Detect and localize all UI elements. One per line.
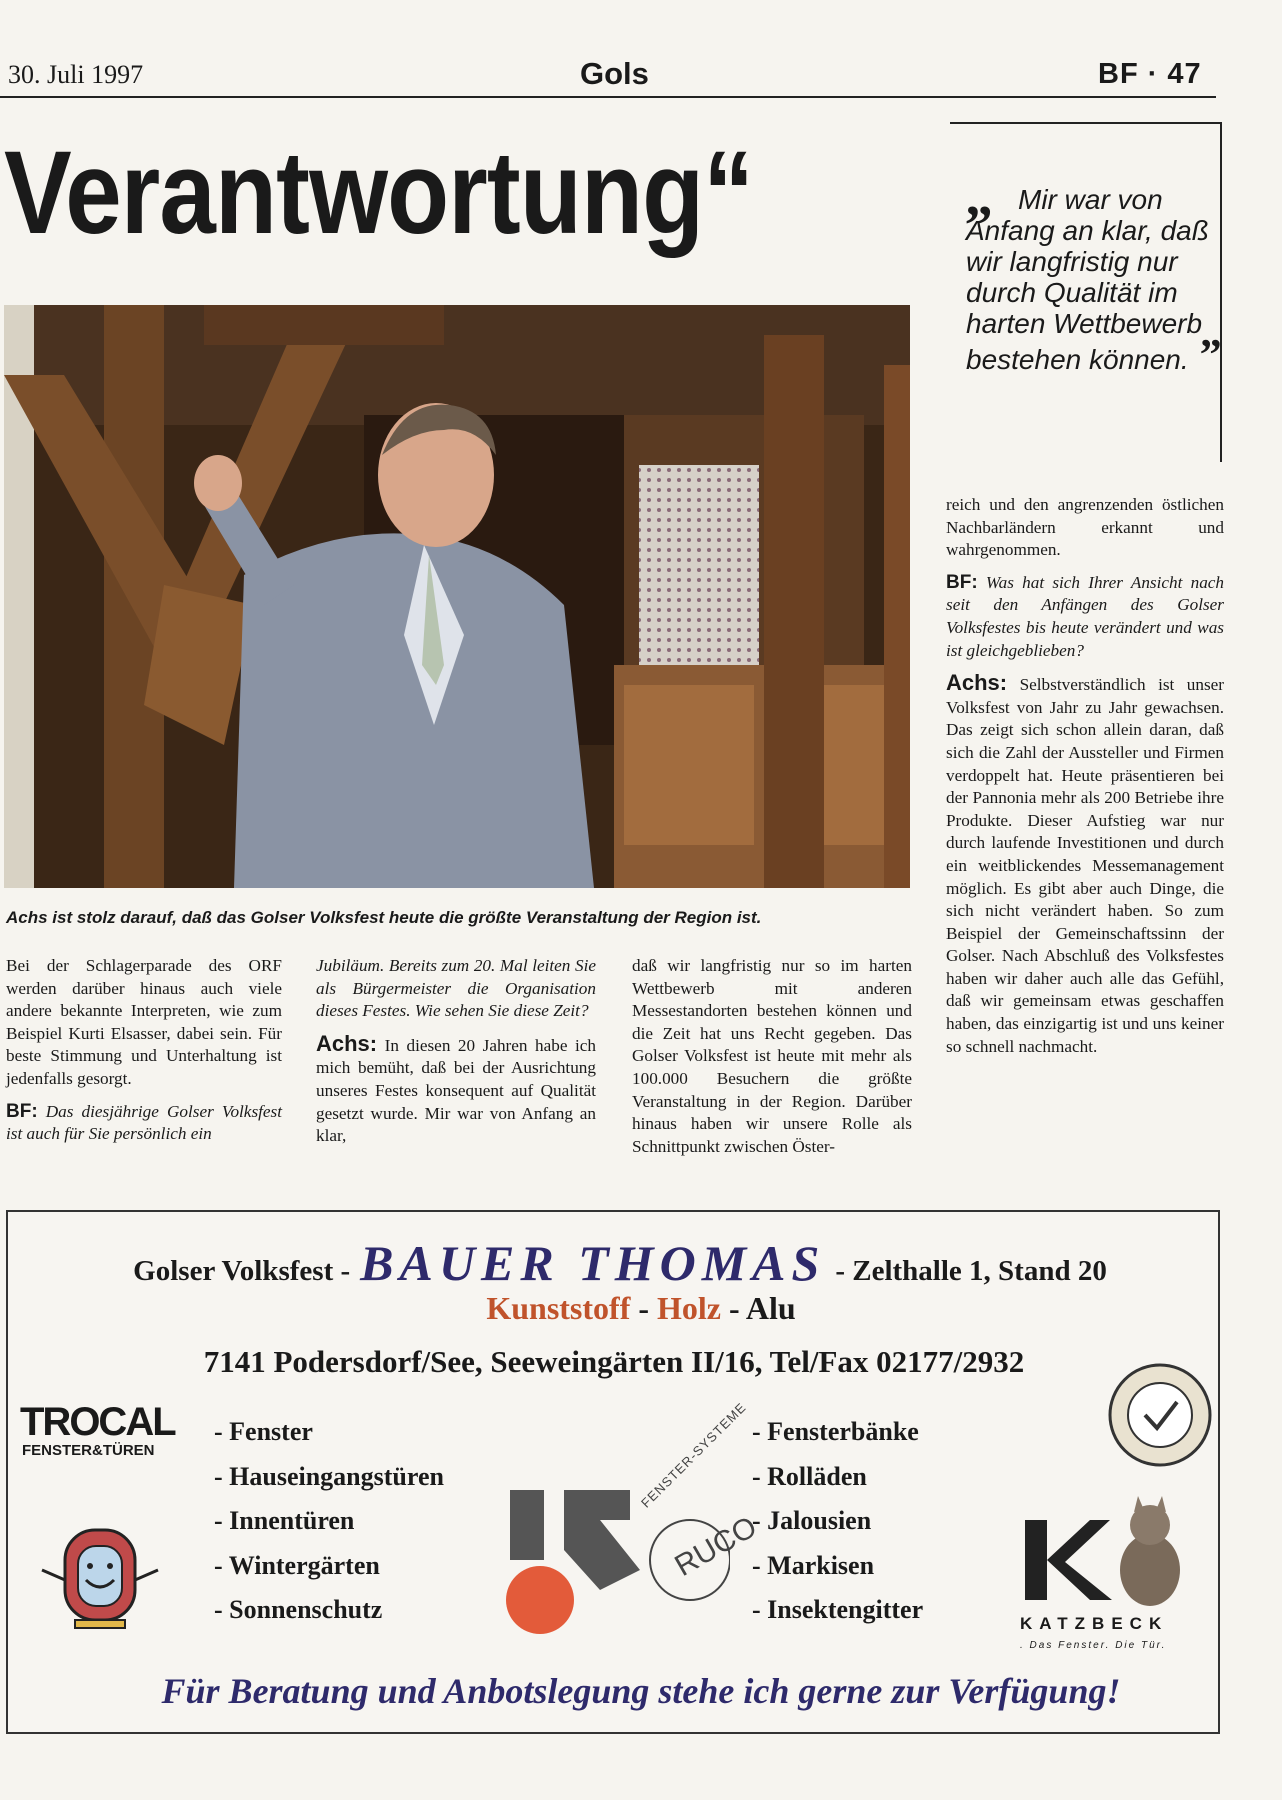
ad-address: 7141 Podersdorf/See, Seeweingärten II/16, Tel/Fax 02177/2932 <box>203 1344 1025 1379</box>
window-mascot-icon <box>30 1510 170 1645</box>
quality-seal-icon <box>1105 1360 1215 1475</box>
quote-close-icon: ” <box>1188 330 1222 379</box>
material-1: Kunststoff <box>486 1290 631 1326</box>
list-item: - Sonnenschutz <box>214 1595 383 1624</box>
list-item: - Jalousien <box>752 1506 872 1535</box>
trocal-logo: TROCAL <box>20 1400 175 1444</box>
issue-date: 30. Juli 1997 <box>8 60 144 89</box>
achs-label: Achs: <box>316 1030 378 1056</box>
question-continued: Jubiläum. Bereits zum 20. Mal leiten Sie als Bürgermeister die Organisation dieses Festes. Wie sehen Sie diese Zeit? <box>316 956 596 1021</box>
page-number: BF · 47 <box>1098 58 1202 90</box>
katzbeck-tagline: . Das Fenster. Die Tür. <box>1020 1640 1167 1651</box>
list-item: - Hauseingangstüren <box>214 1461 444 1491</box>
answer-text: Selbstverständlich ist unser Volksfest von Jahr zu Jahr gewachsen. Das zeigt sich schon allein daran, daß sich die Zahl der Aussteller und Firmen verdoppelt hat. Heute präsentieren bei der Pannonia mehr als 200 Betriebe ihre Produkte. Dieser Aufstieg war nur durch laufende Investitionen und durch ein weitblickendes Messemanagement möglich. Es gibt aber auch Dinge, die sich nicht verändert haben. So zum Beispiel der Gemeinschaftssinn der Golser. Nach Abschluß des Volksfestes haben wir daher auch alle das Gefühl, daß wir gemeinsam etwas geschaffen haben, das einzigartig ist und uns keiner so schnell nachmacht. <box>946 675 1224 1056</box>
photo-caption: Achs ist stolz darauf, daß das Golser Volksfest heute die größte Veranstaltung der Region ist. <box>6 908 762 927</box>
ad-prefix: Golser Volksfest - <box>133 1255 351 1287</box>
list-item: - Innentüren <box>214 1506 355 1535</box>
ad-suffix: - Zelthalle 1, Stand 20 <box>835 1255 1107 1287</box>
achs-label: Achs: <box>946 670 1008 696</box>
question <box>946 572 1224 662</box>
article-column-2 <box>316 955 596 1158</box>
list-item: - Insektengitter <box>752 1595 924 1624</box>
ruco-brand: RUCO <box>669 1510 763 1583</box>
list-item: - Fenster <box>214 1417 313 1446</box>
product-list-right <box>752 1410 923 1633</box>
header-rule <box>0 96 1216 98</box>
ad-headline <box>50 1234 1190 1292</box>
material-3: Alu <box>745 1290 796 1326</box>
pull-quote-text: Mir war von Anfang an klar, daß wir langfristig nur durch Qualität im harten Wettbewerb bestehen können. <box>966 184 1209 375</box>
article-column-4 <box>946 494 1224 1068</box>
paragraph: Bei der Schlagerparade des ORF werden darüber hinaus auch viele andere bekannte Interpreten, wie zum Beispiel Kurti Elsasser, dabei sein. Für beste Stimmung und Unterhaltung ist jedenfalls gesorgt. <box>6 956 282 1088</box>
question-text: Was hat sich Ihrer Ansicht nach seit den Anfängen des Golser Volksfestes bis heute verändert und was ist gleichgeblieben? <box>946 572 1225 660</box>
ad-materials: Kunststoff - Holz - Alu <box>486 1290 796 1326</box>
ad-company: BAUER THOMAS <box>360 1235 826 1291</box>
answer <box>946 672 1224 1058</box>
article-column-1 <box>6 955 282 1156</box>
list-item: - Markisen <box>752 1550 875 1580</box>
bf-label: BF: <box>946 571 978 593</box>
list-item: - Rolläden <box>752 1461 867 1491</box>
answer <box>316 1030 596 1148</box>
quote-open-icon: „ <box>965 166 993 228</box>
trocal-tagline: FENSTER&TÜREN <box>22 1442 155 1459</box>
ad-footer: Für Beratung und Anbotslegung stehe ich gerne zur Verfügung! <box>161 1671 1121 1711</box>
list-item: - Wintergärten <box>214 1550 380 1580</box>
material-2: Holz <box>657 1290 721 1326</box>
headline: Verantwortung“ <box>4 127 754 259</box>
section-title: Gols <box>580 56 649 91</box>
article-column-3 <box>632 955 912 1168</box>
bf-label: BF: <box>6 1100 38 1122</box>
katzbeck-logo <box>1020 1490 1200 1615</box>
answer-continued: daß wir langfristig nur so im harten Wettbewerb mit anderen Messestandorten bestehen können und die Zeit hat uns Recht gegeben. Das Golser Volksfest ist heute mit mehr als 100.000 Besuchern die größte Veranstaltung in der Region. Darüber hinaus haben wir unsere Rolle als Schnittpunkt zwischen Öster- <box>632 956 912 1156</box>
katzbeck-name: KATZBECK <box>1020 1614 1169 1633</box>
question <box>6 1101 282 1146</box>
article-photo <box>4 305 910 888</box>
list-item: - Fensterbänke <box>752 1417 919 1446</box>
question-text: Das diesjährige Golser Volksfest ist auch für Sie persönlich ein <box>6 1101 282 1144</box>
pull-quote <box>966 184 1228 379</box>
answer-text: In diesen 20 Jahren habe ich mich bemüht, daß bei der Ausrichtung unseres Festes konsequent auf Qualität gesetzt wurde. Mir war von Anfang an klar, <box>316 1035 596 1146</box>
ruco-tagline: FENSTER-SYSTEME <box>638 1399 750 1511</box>
product-list-left <box>214 1410 444 1633</box>
answer-continued: reich und den angrenzenden östlichen Nachbarländern erkannt und wahrgenommen. <box>946 495 1224 560</box>
